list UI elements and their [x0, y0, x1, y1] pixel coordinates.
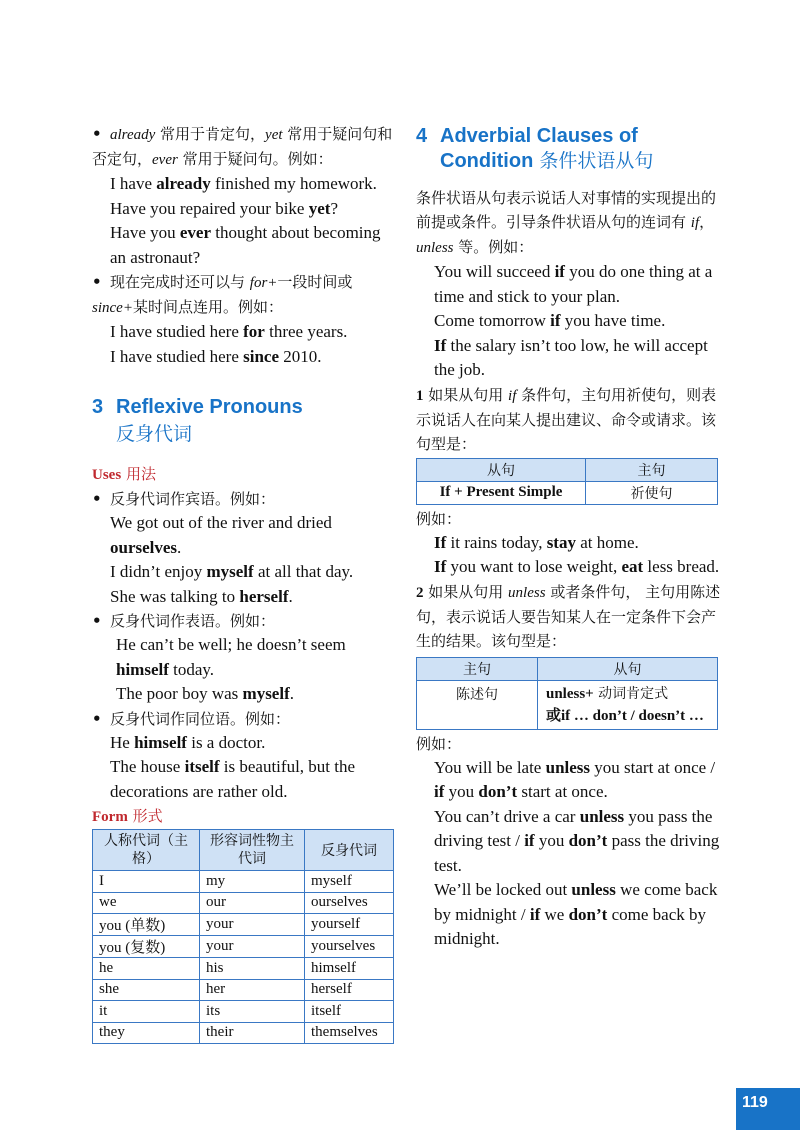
- bold-text: unless+: [546, 685, 594, 702]
- table-cell: ourselves: [305, 892, 394, 914]
- table-cell: 陈述句: [417, 680, 538, 729]
- text: today.: [168, 659, 215, 679]
- example-sentence: [92, 172, 400, 197]
- term-already: already: [110, 127, 156, 143]
- table-header: [305, 830, 394, 871]
- page-number: 119: [742, 1094, 768, 1111]
- bold-text: eat: [621, 557, 644, 576]
- table-header: 主句: [586, 458, 718, 481]
- right-column: [416, 122, 726, 952]
- pattern-table-if: [416, 458, 718, 505]
- bold-text: unless: [545, 757, 591, 777]
- example-sentence: [416, 555, 726, 580]
- text: is beautiful, but the decorations are rather old.: [110, 757, 356, 801]
- bold-text: yet: [308, 198, 331, 218]
- example-sentence: [416, 309, 726, 334]
- text: 形式: [127, 807, 163, 825]
- example-label: 例如：: [416, 509, 462, 528]
- bold-text: if: [554, 262, 565, 281]
- table-row: [93, 979, 394, 1001]
- example-sentence: [92, 345, 400, 370]
- bullet-already-yet-ever: [92, 122, 400, 172]
- bold-text: if: [434, 782, 445, 801]
- example-sentence: [92, 585, 400, 610]
- bold-text: If: [434, 335, 447, 355]
- text: He can’t be well; he doesn’t seem: [116, 635, 346, 654]
- text: Have you repaired your bike: [110, 198, 309, 218]
- table-cell: they: [93, 1022, 200, 1044]
- bullet-object: [92, 487, 400, 511]
- text: 现在完成时还可以与: [110, 273, 250, 291]
- text: ，: [699, 213, 715, 231]
- text: 反身代词作宾语。例如：: [110, 490, 276, 508]
- table-cell: yourself: [305, 914, 394, 936]
- example-sentence: [92, 197, 400, 222]
- term-unless: unless: [416, 240, 454, 256]
- text: Uses: [92, 467, 122, 483]
- text: at all that day.: [253, 562, 354, 581]
- table-cell: myself: [305, 871, 394, 893]
- example-sentence: [92, 633, 400, 682]
- table-cell: her: [200, 979, 305, 1001]
- table-row: [417, 481, 718, 504]
- table-cell: I: [93, 871, 200, 893]
- term-if: if: [690, 215, 700, 231]
- text: Come tomorrow: [434, 311, 551, 330]
- bold-text: don’t: [568, 904, 608, 924]
- text: 如果从句用: [423, 582, 509, 601]
- text: 条件状语从句表示说话人对事情的实现提出的前提或条件。引导条件状语从句的连词有: [416, 189, 717, 231]
- text: you want to lose weight,: [446, 557, 622, 576]
- text: The house: [110, 757, 185, 776]
- bold-text: don’t: [568, 831, 608, 850]
- text: 如果从句用: [423, 385, 509, 404]
- text: 一段时间或: [277, 273, 353, 291]
- text: thought about becoming an astronaut?: [110, 223, 381, 267]
- table-cell: he: [93, 958, 200, 980]
- text: .: [177, 537, 182, 557]
- table-cell: [538, 680, 718, 729]
- left-column: [92, 122, 400, 1044]
- text: I have: [110, 174, 157, 193]
- table-header: [200, 830, 305, 871]
- header-text: 形容词性物主代词: [210, 833, 294, 867]
- subheading-uses: [92, 462, 400, 487]
- pattern-table-unless: [416, 657, 718, 730]
- section-title-en: Reflexive Pronouns: [116, 396, 303, 418]
- bullet-for-since: [92, 270, 400, 320]
- table-cell: their: [200, 1022, 305, 1044]
- table-row: [93, 871, 394, 893]
- bold-text: if: [550, 311, 561, 330]
- table-header: 从句: [417, 458, 586, 481]
- table-header-row: [417, 657, 718, 680]
- subheading-form: [92, 804, 400, 829]
- bold-text: myself: [206, 562, 254, 581]
- section-title-en: Condition: [440, 150, 534, 172]
- text: We got out of the river and dried: [110, 513, 332, 532]
- text: You will be late: [434, 757, 546, 777]
- example-sentence: [416, 334, 726, 383]
- table-cell: you (单数): [93, 914, 200, 936]
- intro-paragraph: [416, 186, 726, 260]
- text: He: [110, 732, 135, 752]
- example-label: 例如：: [416, 734, 462, 753]
- text: less bread.: [643, 557, 720, 576]
- bullet-predicative: [92, 609, 400, 633]
- bold-text: If: [434, 557, 447, 576]
- bold-text: himself: [134, 732, 187, 752]
- bold-text: if: [529, 904, 541, 924]
- term-yet: yet: [265, 127, 283, 143]
- bold-text: 或if … don’t / doesn’t …: [546, 707, 704, 724]
- table-cell: you (复数): [93, 936, 200, 958]
- bold-text: ourselves: [110, 537, 178, 557]
- table-row: [93, 1022, 394, 1044]
- table-header: 从句: [538, 657, 718, 680]
- bold-text: herself: [239, 586, 289, 606]
- term-ever: ever: [152, 152, 178, 168]
- section-title-en: Adverbial Clauses of: [440, 125, 638, 147]
- bold-text: don’t: [478, 782, 518, 801]
- bold-text: already: [156, 174, 211, 193]
- bold-text: stay: [546, 532, 576, 552]
- bold-text: if: [524, 831, 535, 850]
- bold-text: for: [243, 322, 265, 341]
- example-sentence: [416, 878, 726, 952]
- text: 常用于肯定句，: [155, 125, 266, 143]
- text: 条件句，主句用祈使句，则表示说话人在向某人提出建议、命令或请求。该句型是：: [416, 385, 717, 453]
- bold-text: itself: [184, 757, 220, 776]
- text: 常用于疑问句。例如：: [177, 150, 333, 168]
- table-cell: it: [93, 1001, 200, 1023]
- text: 反身代词作表语。例如：: [110, 612, 276, 630]
- bold-text: since: [243, 346, 280, 366]
- text: three years.: [264, 322, 348, 341]
- term-if: if: [508, 387, 517, 404]
- table-row: [93, 1001, 394, 1023]
- text: I have studied here: [110, 322, 244, 341]
- table-cell: themselves: [305, 1022, 394, 1044]
- bold-text: unless: [579, 806, 625, 826]
- text: She was talking to: [110, 586, 240, 606]
- table-cell: our: [200, 892, 305, 914]
- bullet-icon: •: [92, 125, 102, 143]
- text: We’ll be locked out: [434, 880, 572, 899]
- rule-number: 2: [416, 584, 424, 601]
- table-cell: my: [200, 871, 305, 893]
- bullet-icon: •: [92, 709, 102, 728]
- text: you: [444, 782, 479, 801]
- table-cell: your: [200, 914, 305, 936]
- text: you: [534, 831, 569, 850]
- table-cell: 祈使句: [586, 481, 718, 504]
- text: The poor boy was: [116, 684, 243, 703]
- table-cell: If + Present Simple: [417, 481, 586, 504]
- section-number: 3: [92, 396, 104, 418]
- text: I have studied here: [110, 346, 244, 366]
- text: you pass the driving test /: [434, 806, 713, 850]
- text: I didn’t enjoy: [110, 562, 207, 581]
- rule-number: 1: [416, 387, 424, 404]
- table-header-row: [417, 458, 718, 481]
- text: Have you: [110, 223, 180, 242]
- term-unless: unless: [508, 584, 546, 601]
- section-heading-4: [416, 124, 726, 174]
- text: you start at once /: [590, 757, 716, 777]
- header-text: 人称代词（主格）: [104, 833, 188, 867]
- text: 常用于疑问句和否定句，: [92, 125, 393, 168]
- text: You can’t drive a car: [434, 806, 580, 826]
- text: finished my homework.: [210, 174, 377, 193]
- text: you have time.: [560, 311, 666, 330]
- section-heading-3: [92, 395, 400, 448]
- bullet-appositive: [92, 707, 400, 731]
- header-text: 反身代词: [321, 843, 377, 859]
- table-header: 主句: [417, 657, 538, 680]
- table-header-row: [93, 830, 394, 871]
- text: .: [288, 586, 293, 606]
- bullet-icon: •: [92, 490, 102, 508]
- section-number: 4: [416, 125, 428, 147]
- table-row: [417, 680, 718, 729]
- table-row: [93, 936, 394, 958]
- table-cell: its: [200, 1001, 305, 1023]
- table-cell: your: [200, 936, 305, 958]
- bullet-icon: •: [92, 273, 102, 291]
- table-row: [93, 892, 394, 914]
- text: 用法: [121, 465, 156, 483]
- bold-text: If: [434, 532, 447, 552]
- text: Form: [92, 809, 128, 825]
- example-sentence: [416, 260, 726, 309]
- text: come back by midnight.: [434, 904, 706, 948]
- rule-2: [416, 580, 726, 653]
- text: you do one thing at a time and stick to your plan.: [434, 262, 713, 306]
- text: You will succeed: [434, 262, 555, 281]
- example-sentence: [416, 531, 726, 556]
- text: we: [540, 904, 569, 924]
- table-cell: his: [200, 958, 305, 980]
- bold-text: himself: [116, 659, 169, 679]
- table-cell: herself: [305, 979, 394, 1001]
- text: at home.: [575, 532, 639, 552]
- reflexive-pronoun-table: [92, 829, 394, 1044]
- text: 某时间点连用。例如：: [132, 298, 283, 316]
- text: it rains today,: [446, 532, 547, 552]
- text: the salary isn’t too low, he will accept the job.: [434, 335, 708, 379]
- text: .: [289, 684, 294, 703]
- example-sentence: [92, 511, 400, 560]
- section-title-cn: 条件状语从句: [533, 150, 654, 172]
- table-cell: she: [93, 979, 200, 1001]
- example-sentence: [92, 320, 400, 345]
- text: 或者条件句， 主句用陈述句，表示说话人要告知某人在一定条件下会产生的结果。该句型是：: [416, 582, 721, 650]
- text: 等。例如：: [453, 238, 534, 256]
- text: ?: [330, 198, 338, 218]
- table-cell: itself: [305, 1001, 394, 1023]
- term-since: since+: [92, 300, 133, 316]
- table-cell: yourselves: [305, 936, 394, 958]
- table-cell: we: [93, 892, 200, 914]
- text: is a doctor.: [186, 732, 266, 752]
- table-cell: himself: [305, 958, 394, 980]
- text: 2010.: [279, 346, 322, 366]
- table-row: [93, 958, 394, 980]
- example-sentence: [92, 221, 400, 270]
- text: we come back by midnight /: [434, 880, 718, 924]
- table-row: [93, 914, 394, 936]
- text: start at once.: [517, 782, 608, 801]
- example-sentence: [416, 756, 726, 805]
- example-sentence: [92, 731, 400, 756]
- term-for: for+: [249, 275, 278, 291]
- text: 动词肯定式: [593, 685, 669, 702]
- text: 反身代词作同位语。例如：: [110, 709, 291, 728]
- rule-1: [416, 383, 726, 456]
- bold-text: myself: [242, 684, 290, 703]
- example-sentence: [92, 682, 400, 707]
- text: pass the driving test.: [434, 831, 720, 875]
- example-sentence: [92, 560, 400, 585]
- bullet-icon: •: [92, 612, 102, 630]
- table-header: [93, 830, 200, 871]
- page-number-badge: [736, 1088, 800, 1130]
- bold-text: unless: [571, 880, 616, 899]
- example-sentence: [416, 805, 726, 879]
- section-title-cn: 反身代词: [116, 423, 193, 445]
- bold-text: ever: [179, 223, 212, 242]
- example-sentence: [92, 755, 400, 804]
